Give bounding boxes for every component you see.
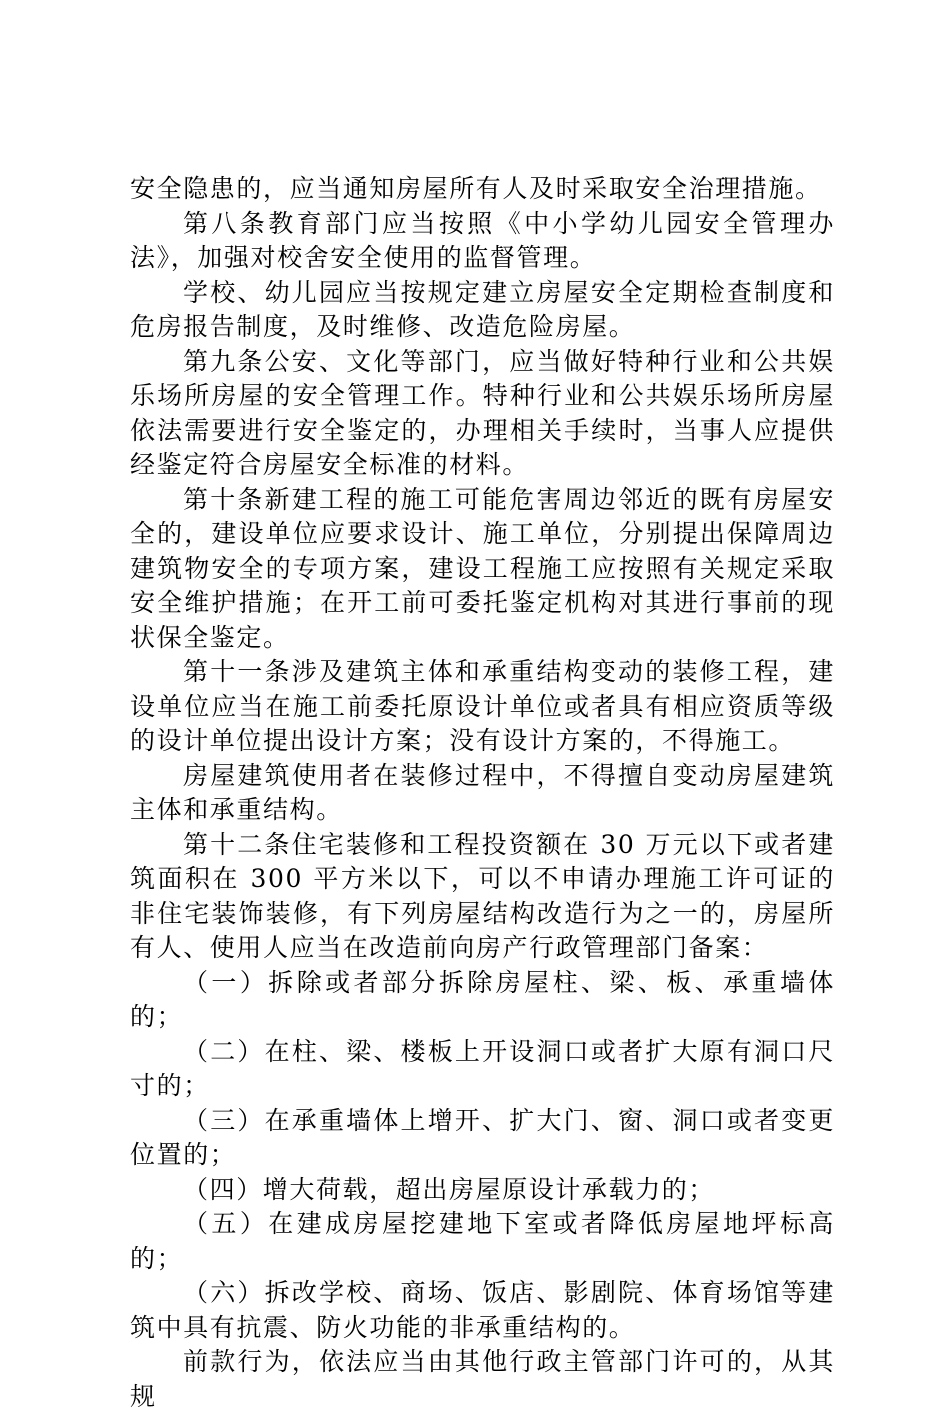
list-item-1: （一）拆除或者部分拆除房屋柱、梁、板、承重墙体的； bbox=[130, 967, 835, 1031]
paragraph-article-8: 第八条教育部门应当按照《中小学幼儿园安全管理办法》，加强对校舍安全使用的监督管理。 bbox=[130, 208, 835, 272]
paragraph-article-12: 第十二条住宅装修和工程投资额在 30 万元以下或者建筑面积在 300 平方米以下，可以不申请办理施工许可证的非住宅装饰装修，有下列房屋结构改造行为之一的，房屋所有人、使用人应当在改造前向房产行政管理部门备案： bbox=[130, 829, 835, 962]
paragraph-article-9: 第九条公安、文化等部门，应当做好特种行业和公共娱乐场所房屋的安全管理工作。特种行业和公共娱乐场所房屋依法需要进行安全鉴定的，办理相关手续时，当事人应提供经鉴定符合房屋安全标准的材料。 bbox=[130, 346, 835, 479]
paragraph-schools: 学校、幼儿园应当按规定建立房屋安全定期检查制度和危房报告制度，及时维修、改造危险房屋。 bbox=[130, 277, 835, 341]
paragraph-article-11: 第十一条涉及建筑主体和承重结构变动的装修工程，建设单位应当在施工前委托原设计单位或者具有相应资质等级的设计单位提出设计方案；没有设计方案的，不得施工。 bbox=[130, 657, 835, 755]
list-item-6: （六）拆改学校、商场、饭店、影剧院、体育场馆等建筑中具有抗震、防火功能的非承重结构的。 bbox=[130, 1278, 835, 1342]
paragraph-1: 安全隐患的，应当通知房屋所有人及时采取安全治理措施。 bbox=[130, 174, 822, 203]
list-item-4: （四）增大荷载，超出房屋原设计承载力的； bbox=[183, 1174, 716, 1204]
paragraph-final: 前款行为，依法应当由其他行政主管部门许可的，从其规 bbox=[130, 1347, 835, 1411]
paragraph-building-users: 房屋建筑使用者在装修过程中，不得擅自变动房屋建筑主体和承重结构。 bbox=[130, 760, 835, 824]
list-item-5: （五）在建成房屋挖建地下室或者降低房屋地坪标高的； bbox=[130, 1209, 835, 1273]
list-item-2: （二）在柱、梁、楼板上开设洞口或者扩大原有洞口尺寸的； bbox=[130, 1036, 835, 1100]
paragraph-article-10: 第十条新建工程的施工可能危害周边邻近的既有房屋安全的，建设单位应要求设计、施工单位，分别提出保障周边建筑物安全的专项方案，建设工程施工应按照有关规定采取安全维护措施；在开工前可委托鉴定机构对其进行事前的现状保全鉴定。 bbox=[130, 484, 835, 652]
list-item-3: （三）在承重墙体上增开、扩大门、窗、洞口或者变更位置的； bbox=[130, 1105, 835, 1169]
document-body bbox=[130, 172, 835, 1414]
